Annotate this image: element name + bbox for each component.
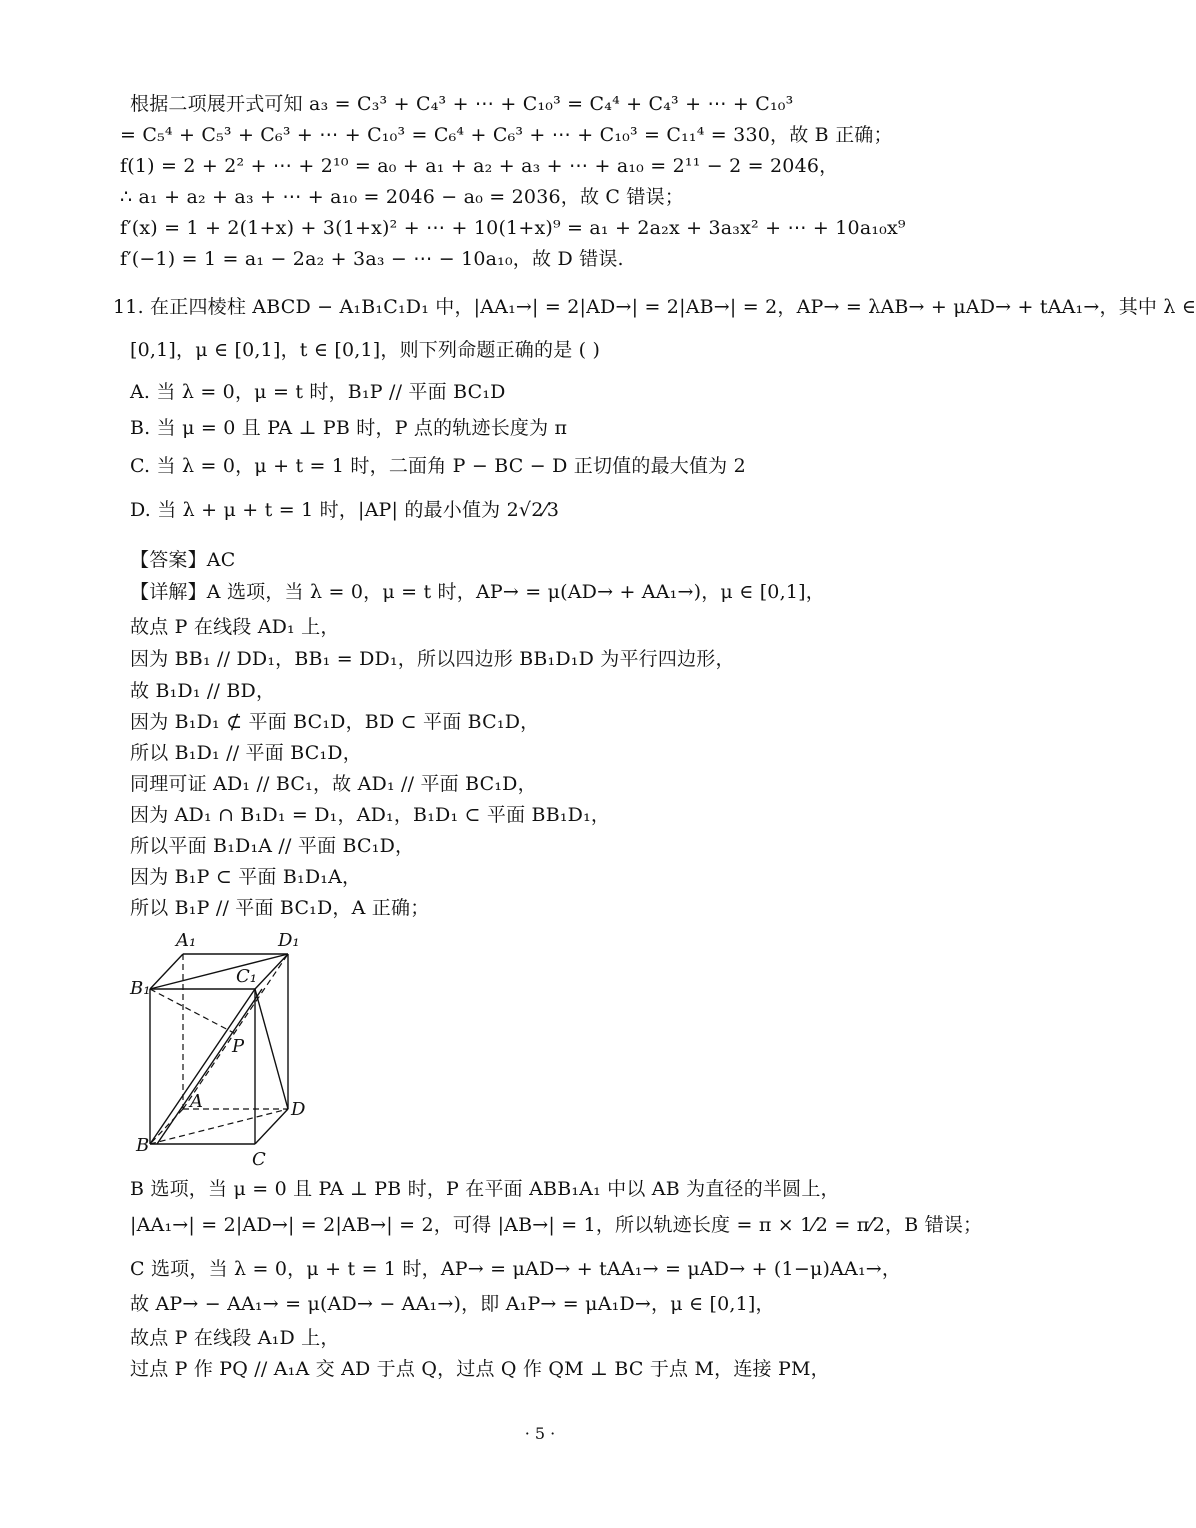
segment-b1p-hidden	[150, 989, 234, 1033]
detail-line: 同理可证 AD₁ // BC₁，故 AD₁ // 平面 BC₁D，	[130, 773, 537, 795]
proof-line: = C₅⁴ + C₅³ + C₆³ + ⋯ + C₁₀³ = C₆⁴ + C₆³ + ⋯ + C₁₀³ = C₁₁⁴ = 330，故 B 正确；	[120, 124, 893, 146]
label-d1: D₁	[278, 930, 300, 951]
proof-line: ∴ a₁ + a₂ + a₃ + ⋯ + a₁₀ = 2046 − a₀ = 2036，故 C 错误；	[120, 186, 684, 208]
edge-c1d	[255, 989, 288, 1109]
label-b1: B₁	[130, 978, 151, 999]
option-a: A. 当 λ = 0，μ = t 时，B₁P // 平面 BC₁D	[130, 381, 506, 403]
answer: 【答案】AC	[130, 549, 236, 571]
detail-line: 过点 P 作 PQ // A₁A 交 AD 于点 Q，过点 Q 作 QM ⊥ BC 于点 M，连接 PM，	[130, 1358, 830, 1380]
detail-line: B 选项，当 μ = 0 且 PA ⊥ PB 时，P 在平面 ABB₁A₁ 中以 AB 为直径的半圆上，	[130, 1178, 840, 1200]
option-b: B. 当 μ = 0 且 PA ⊥ PB 时，P 点的轨迹长度为 π	[130, 417, 568, 439]
detail-line: 故点 P 在线段 AD₁ 上，	[130, 616, 340, 638]
label-d: D	[291, 1099, 306, 1120]
proof-line: f′(x) = 1 + 2(1+x) + 3(1+x)² + ⋯ + 10(1+x)⁹ = a₁ + 2a₂x + 3a₃x² + ⋯ + 10a₁₀x⁹	[120, 217, 906, 239]
option-d: D. 当 λ + μ + t = 1 时，|AP| 的最小值为 2√2⁄3	[130, 499, 560, 521]
prism-figure	[128, 928, 318, 1173]
edge-a1b1	[150, 954, 183, 989]
detail-line: 故点 P 在线段 A₁D 上，	[130, 1327, 340, 1349]
detail-line: 因为 BB₁ // DD₁，BB₁ = DD₁，所以四边形 BB₁D₁D 为平行四边形，	[130, 648, 735, 670]
detail-line: 所以平面 B₁D₁A // 平面 BC₁D，	[130, 835, 415, 857]
detail-line: 故 B₁D₁ // BD，	[130, 680, 276, 702]
detail-line: 【详解】A 选项，当 λ = 0，μ = t 时，AP→ = μ(AD→ + AA₁→)，μ ∈ [0,1]，	[130, 581, 825, 603]
label-c: C	[252, 1149, 266, 1170]
detail-line: 因为 B₁D₁ ⊄ 平面 BC₁D，BD ⊂ 平面 BC₁D，	[130, 711, 540, 733]
edge-bc1-double	[157, 989, 262, 1144]
option-c: C. 当 λ = 0，μ + t = 1 时，二面角 P − BC − D 正切值的最大值为 2	[130, 455, 746, 477]
detail-line: 所以 B₁P // 平面 BC₁D，A 正确；	[130, 897, 430, 919]
detail-line: C 选项，当 λ = 0，μ + t = 1 时，AP→ = μAD→ + tAA₁→ = μAD→ + (1−μ)AA₁→，	[130, 1258, 902, 1280]
label-p: P	[232, 1036, 245, 1057]
proof-line: f′(−1) = 1 = a₁ − 2a₂ + 3a₃ − ⋯ − 10a₁₀，故 D 错误.	[120, 248, 624, 270]
page-number: · 5 ·	[524, 1424, 556, 1443]
label-c1: C₁	[236, 966, 257, 987]
detail-line: 因为 B₁P ⊂ 平面 B₁D₁A，	[130, 866, 362, 888]
label-b: B	[136, 1135, 150, 1156]
edge-cd	[255, 1109, 288, 1144]
question-stem-cont: [0,1]，μ ∈ [0,1]，t ∈ [0,1]，则下列命题正确的是 ( )	[130, 339, 601, 361]
edge-ab-hidden	[150, 1109, 183, 1144]
detail-line: 因为 AD₁ ∩ B₁D₁ = D₁，AD₁，B₁D₁ ⊂ 平面 BB₁D₁，	[130, 804, 611, 826]
question-stem: 11. 在正四棱柱 ABCD − A₁B₁C₁D₁ 中，|AA₁→| = 2|AD→| = 2|AB→| = 2，AP→ = λAB→ + μAD→ + tAA₁→，其中 λ ∈	[113, 296, 1196, 318]
detail-line: 所以 B₁D₁ // 平面 BC₁D，	[130, 742, 362, 764]
label-a: A	[190, 1091, 203, 1112]
proof-line: f(1) = 2 + 2² + ⋯ + 2¹⁰ = a₀ + a₁ + a₂ + a₃ + ⋯ + a₁₀ = 2¹¹ − 2 = 2046，	[120, 155, 839, 177]
proof-line: 根据二项展开式可知 a₃ = C₃³ + C₄³ + ⋯ + C₁₀³ = C₄⁴ + C₄³ + ⋯ + C₁₀³	[130, 93, 794, 115]
edge-c1d1	[255, 954, 288, 989]
label-a1: A₁	[176, 930, 197, 951]
detail-line: 故 AP→ − AA₁→ = μ(AD→ − AA₁→)，即 A₁P→ = μA₁D→，μ ∈ [0,1]，	[130, 1293, 775, 1315]
detail-line: |AA₁→| = 2|AD→| = 2|AB→| = 2，可得 |AB→| = 1，所以轨迹长度 = π × 1⁄2 = π⁄2，B 错误；	[130, 1214, 983, 1236]
